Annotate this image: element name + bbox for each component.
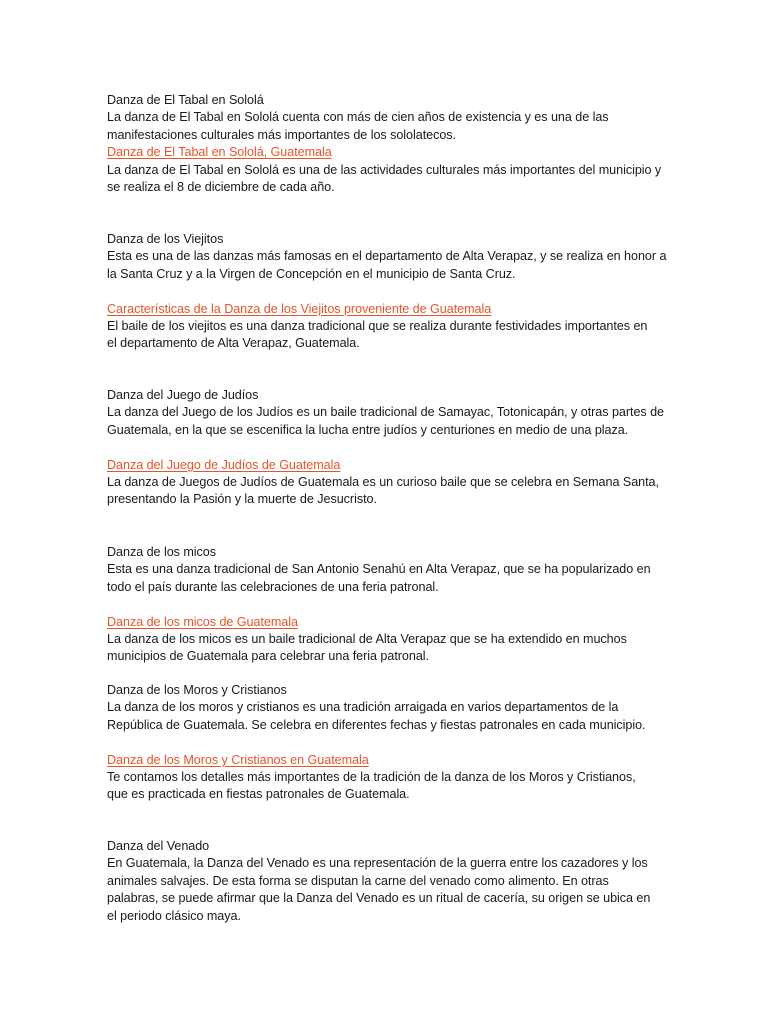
section-heading: Danza del Juego de Judíos: [107, 388, 259, 402]
intro-line: manifestaciones culturales más importantes de los sololatecos.: [107, 127, 456, 142]
section-judios: [107, 387, 667, 509]
article-link[interactable]: Características de la Danza de los Viejitos proveniente de Guatemala: [107, 301, 492, 316]
article-link[interactable]: Danza del Juego de Judíos de Guatemala: [107, 457, 341, 472]
description-line: presentando la Pasión y la muerte de Jesucristo.: [107, 492, 377, 507]
section-venado: [107, 838, 667, 925]
intro-line: La danza de El Tabal en Sololá cuenta con más de cien años de existencia y es una de las: [107, 110, 609, 125]
section-heading: Danza de los micos: [107, 545, 216, 559]
section-moros-cristianos: [107, 682, 667, 804]
intro-line: palabras, se puede afirmar que la Danza del Venado es un ritual de cacería, su origen se ubica en: [107, 891, 651, 906]
description-line: que es practicada en fiestas patronales de Guatemala.: [107, 787, 410, 802]
article-link[interactable]: Danza de El Tabal en Sololá, Guatemala: [107, 145, 332, 160]
intro-line: todo el país durante las celebraciones de una feria patronal.: [107, 579, 439, 594]
intro-line: Esta es una danza tradicional de San Antonio Senahú en Alta Verapaz, que se ha popularizado en: [107, 562, 651, 577]
section-heading: Danza de los Viejitos: [107, 232, 224, 246]
description-line: el departamento de Alta Verapaz, Guatemala.: [107, 336, 360, 351]
intro-line: La danza de los moros y cristianos es una tradición arraigada en varios departamentos de la: [107, 700, 619, 715]
description-line: Te contamos los detalles más importantes de la tradición de la danza de los Moros y Cristianos,: [107, 770, 636, 785]
intro-line: La danza del Juego de los Judíos es un baile tradicional de Samayac, Totonicapán, y otras partes de: [107, 405, 665, 420]
section-viejitos: [107, 231, 667, 353]
description-line: se realiza el 8 de diciembre de cada año.: [107, 180, 335, 195]
description-line: La danza de El Tabal en Sololá es una de las actividades culturales más importantes del municipio y: [107, 162, 662, 177]
intro-line: En Guatemala, la Danza del Venado es una representación de la guerra entre los cazadores y los: [107, 856, 648, 871]
intro-line: el periodo clásico maya.: [107, 908, 241, 923]
description-line: La danza de Juegos de Judíos de Guatemala es un curioso baile que se celebra en Semana Santa,: [107, 475, 659, 490]
section-micos: [107, 544, 667, 666]
description-line: El baile de los viejitos es una danza tradicional que se realiza durante festividades importantes en: [107, 319, 648, 334]
section-heading: Danza de los Moros y Cristianos: [107, 683, 287, 697]
section-heading: Danza de El Tabal en Sololá: [107, 93, 264, 107]
section-heading: Danza del Venado: [107, 839, 210, 853]
section-tabal: [107, 92, 667, 196]
intro-line: animales salvajes. De esta forma se disputan la carne del venado como alimento. En otras: [107, 873, 609, 888]
intro-line: Guatemala, en la que se escenifica la lucha entre judíos y centuriones en medio de una plaza.: [107, 422, 629, 437]
article-link[interactable]: Danza de los Moros y Cristianos en Guatemala: [107, 752, 369, 767]
description-line: municipios de Guatemala para celebrar una feria patronal.: [107, 649, 429, 664]
intro-line: la Santa Cruz y a la Virgen de Concepción en el municipio de Santa Cruz.: [107, 266, 516, 281]
intro-line: Esta es una de las danzas más famosas en el departamento de Alta Verapaz, y se realiza en honor a: [107, 249, 667, 264]
description-line: La danza de los micos es un baile tradicional de Alta Verapaz que se ha extendido en muchos: [107, 632, 627, 647]
intro-line: República de Guatemala. Se celebra en diferentes fechas y fiestas patronales en cada municipio.: [107, 717, 646, 732]
article-link[interactable]: Danza de los micos de Guatemala: [107, 614, 298, 629]
